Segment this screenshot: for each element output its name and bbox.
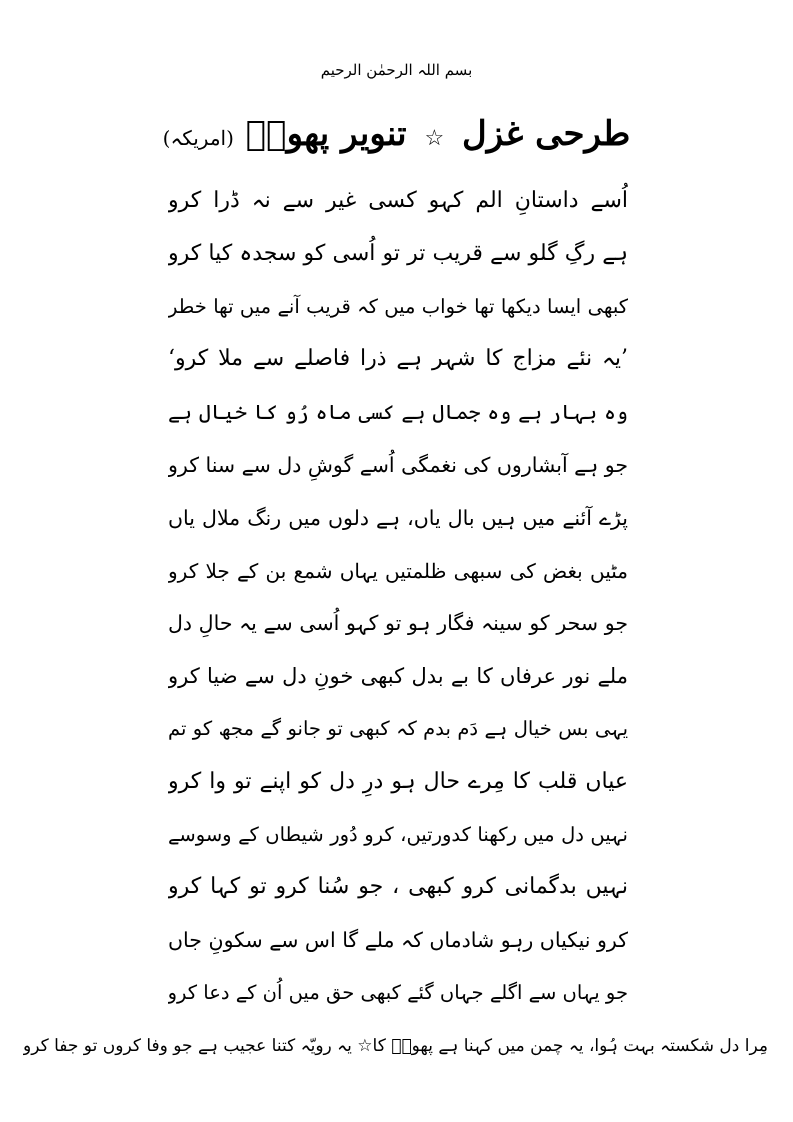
closing-verse-line: مِرا دل شکستہ بہت ہُوا، یہ چمن میں کہنا ہے پھولؔ کا☆ یہ رویّہ کتنا عجیب ہے جو وفا کروں تو جفا کرو: [23, 1035, 768, 1056]
verse-line: جو سحر کو سینہ فگار ہو تو کہو اُسی سے یہ حالِ دل: [168, 611, 628, 636]
poet-name: تنویر پھولؔ: [245, 114, 407, 154]
verse-line: نہیں بدگمانی کرو کبھی ، جو سُنا کرو تو کہا کرو: [168, 874, 628, 900]
star-icon: ☆: [424, 126, 445, 151]
verse-line: اُسے داستانِ الم کہو کسی غیر سے نہ ڈرا کرو: [168, 188, 628, 213]
verse-line: کرو نیکیاں رہو شادماں کہ ملے گا اس سے سکونِ جاں: [168, 928, 628, 953]
verse-line: ’یہ نئے مزاج کا شہر ہے ذرا فاصلے سے ملا کرو‘: [168, 346, 628, 372]
verse-line: کبھی ایسا دیکھا تھا خواب میں کہ قریب آنے میں تھا خطر: [168, 294, 628, 318]
verse-line: یہی بس خیال ہے دَم بدم کہ کبھی تو جانو گے مجھ کو تم: [168, 716, 628, 740]
verse-line: نہیں دل میں رکھنا کدورتیں، کرو دُور شیطاں کے وسوسے: [168, 822, 628, 846]
title-ghazal: طرحی غزل: [462, 114, 631, 154]
verse-line: جو ہے آبشاروں کی نغمگی اُسے گوشِ دل سے سنا کرو: [168, 452, 628, 477]
verse-line: مٹیں بغض کی سبھی ظلمتیں یہاں شمع بن کے جلا کرو: [168, 558, 628, 583]
page-title: [0, 110, 793, 163]
ghazal-verses: [0, 181, 793, 1079]
verse-line: پڑے آئنے میں ہیں بال یاں، ہے دلوں میں رنگ ملال یاں: [168, 505, 628, 530]
poet-location: (امریکہ): [162, 126, 234, 150]
verse-line: وہ بہار ہے وہ جمال ہے کسی ماہ رُو کا خیال ہے: [168, 400, 628, 425]
verse-line: ملے نور عرفاں کا بے بدل کبھی خونِ دل سے ضیا کرو: [168, 664, 628, 689]
bismillah-heading: بسم اللہ الرحمٰن الرحیم: [320, 61, 473, 79]
verse-line: ہے رگِ گلو سے قریب تر تو اُسی کو سجدہ کیا کرو: [168, 240, 628, 266]
verse-line: عیاں قلب کا مِرے حال ہو درِ دل کو اپنے تو وا کرو: [168, 768, 628, 794]
verse-line: جو یہاں سے اگلے جہاں گئے کبھی حق میں اُن کے دعا کرو: [168, 980, 628, 1004]
